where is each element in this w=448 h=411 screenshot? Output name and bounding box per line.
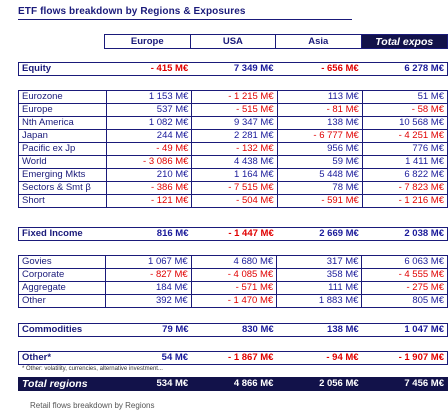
cell-usa: 1 164 M€ (192, 169, 277, 182)
row-label: Short (19, 195, 107, 208)
commodities-total: 1 047 M€ (362, 324, 448, 337)
fixed-income-usa: - 1 447 M€ (191, 228, 276, 241)
cell-europe: 1 153 M€ (107, 91, 192, 104)
cell-usa: - 1 215 M€ (192, 91, 277, 104)
cell-asia: 1 883 M€ (277, 295, 362, 308)
page-title: ETF flows breakdown by Regions & Exposures (18, 6, 246, 17)
cell-asia: - 6 777 M€ (277, 130, 362, 143)
footnote: * Other: volatility, currencies, alternative investment... (22, 366, 163, 372)
cell-asia: 138 M€ (277, 117, 362, 130)
cell-usa: - 7 515 M€ (192, 182, 277, 195)
table-row (19, 117, 448, 130)
cell-asia: 113 M€ (277, 91, 362, 104)
other-total: - 1 907 M€ (362, 352, 448, 365)
equity-usa: 7 349 M€ (191, 63, 276, 76)
cell-asia: - 591 M€ (277, 195, 362, 208)
commodities-asia: 138 M€ (277, 324, 362, 337)
header-total-expos: Total expos (361, 35, 447, 49)
cell-usa: - 504 M€ (192, 195, 277, 208)
cell-usa: - 132 M€ (192, 143, 277, 156)
equity-europe: - 415 M€ (106, 63, 191, 76)
table-row (19, 282, 448, 295)
cell-total: 10 568 M€ (362, 117, 447, 130)
cell-total: - 58 M€ (362, 104, 447, 117)
table-row (19, 295, 448, 308)
table-row (19, 143, 448, 156)
cell-usa: 2 281 M€ (192, 130, 277, 143)
cell-total: 1 411 M€ (362, 156, 447, 169)
cell-asia: 358 M€ (277, 269, 362, 282)
total-asia: 2 056 M€ (277, 378, 362, 391)
cell-total: 776 M€ (362, 143, 447, 156)
title-underline (18, 19, 352, 20)
cell-asia: 317 M€ (277, 256, 362, 269)
cell-europe: 1 067 M€ (106, 256, 191, 269)
equity-total: 6 278 M€ (362, 63, 448, 76)
cell-total: 6 822 M€ (362, 169, 447, 182)
header-spacer (18, 35, 104, 49)
cell-europe: - 386 M€ (107, 182, 192, 195)
row-label: Nth America (19, 117, 107, 130)
column-headers (18, 34, 448, 49)
cell-asia: 5 448 M€ (277, 169, 362, 182)
equity-label: Equity (19, 63, 107, 76)
cell-europe: - 49 M€ (107, 143, 192, 156)
row-label: Japan (19, 130, 107, 143)
row-label: Corporate (19, 269, 106, 282)
header-europe: Europe (104, 35, 190, 49)
cell-europe: - 121 M€ (107, 195, 192, 208)
cell-asia: 59 M€ (277, 156, 362, 169)
fixed-income-total: 2 038 M€ (362, 228, 448, 241)
other-label: Other* (19, 352, 107, 365)
cell-usa: 4 680 M€ (191, 256, 277, 269)
table-row (19, 130, 448, 143)
table-row (19, 169, 448, 182)
cell-europe: 184 M€ (106, 282, 191, 295)
row-label: Other (19, 295, 106, 308)
fixed-income-europe: 816 M€ (107, 228, 192, 241)
row-label: World (19, 156, 107, 169)
cell-europe: 244 M€ (107, 130, 192, 143)
total-europe: 534 M€ (107, 378, 192, 391)
row-label: Europe (19, 104, 107, 117)
cell-total: - 4 555 M€ (362, 269, 448, 282)
fixed-income-label: Fixed Income (19, 228, 107, 241)
cell-europe: 392 M€ (106, 295, 191, 308)
cell-usa: - 571 M€ (191, 282, 277, 295)
table-row (19, 269, 448, 282)
commodities-europe: 79 M€ (107, 324, 192, 337)
row-label: Govies (19, 256, 106, 269)
total-regions-row (18, 377, 448, 391)
commodities-label: Commodities (19, 324, 107, 337)
cell-europe: 210 M€ (107, 169, 192, 182)
fixed-income-summary (18, 227, 448, 241)
table-row (19, 91, 448, 104)
cell-total: 51 M€ (362, 91, 447, 104)
table-row (19, 182, 448, 195)
row-label: Eurozone (19, 91, 107, 104)
cell-total: - 275 M€ (362, 282, 448, 295)
cell-asia: 111 M€ (277, 282, 362, 295)
row-label: Sectors & Smt β (19, 182, 107, 195)
fixed-income-breakdown-table (18, 255, 448, 308)
total-total: 7 456 M€ (362, 378, 447, 391)
equity-breakdown-table (18, 90, 448, 208)
cell-total: 805 M€ (362, 295, 448, 308)
cell-usa: - 1 470 M€ (191, 295, 277, 308)
table-row (19, 104, 448, 117)
cell-usa: 9 347 M€ (192, 117, 277, 130)
total-label: Total regions (19, 378, 107, 391)
commodities-summary (18, 323, 448, 337)
cell-usa: 4 438 M€ (192, 156, 277, 169)
other-usa: - 1 867 M€ (191, 352, 276, 365)
cell-europe: 537 M€ (107, 104, 192, 117)
cell-usa: - 4 085 M€ (191, 269, 277, 282)
fixed-income-asia: 2 669 M€ (277, 228, 362, 241)
cell-total: - 7 823 M€ (362, 182, 447, 195)
table-row (19, 156, 448, 169)
cell-total: 6 063 M€ (362, 256, 448, 269)
cell-usa: - 515 M€ (192, 104, 277, 117)
cell-total: - 1 216 M€ (362, 195, 447, 208)
row-label: Emerging Mkts (19, 169, 107, 182)
cell-asia: - 81 M€ (277, 104, 362, 117)
header-asia: Asia (276, 35, 361, 49)
equity-summary (18, 62, 448, 76)
table-row (19, 256, 448, 269)
cell-europe: - 3 086 M€ (107, 156, 192, 169)
row-label: Pacific ex Jp (19, 143, 107, 156)
cell-total: - 4 251 M€ (362, 130, 447, 143)
cell-asia: 956 M€ (277, 143, 362, 156)
other-summary (18, 351, 448, 365)
cell-asia: 78 M€ (277, 182, 362, 195)
row-label: Aggregate (19, 282, 106, 295)
other-europe: 54 M€ (106, 352, 191, 365)
equity-asia: - 656 M€ (277, 63, 362, 76)
header-usa: USA (190, 35, 275, 49)
cell-europe: 1 082 M€ (107, 117, 192, 130)
other-asia: - 94 M€ (276, 352, 361, 365)
commodities-usa: 830 M€ (192, 324, 277, 337)
next-section-caption: Retail flows breakdown by Regions (30, 401, 155, 410)
table-row (19, 195, 448, 208)
cell-europe: - 827 M€ (106, 269, 191, 282)
total-usa: 4 866 M€ (192, 378, 277, 391)
